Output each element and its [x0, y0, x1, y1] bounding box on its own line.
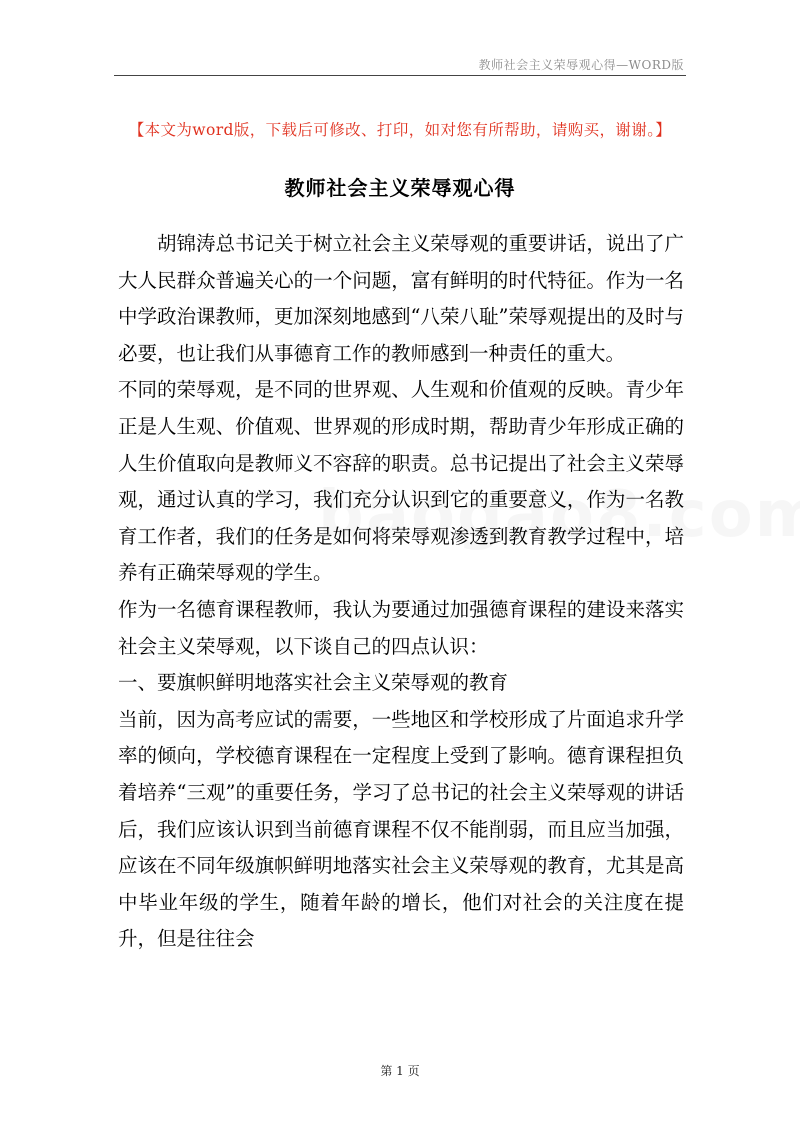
page-number: 第 1 页 — [380, 1064, 420, 1078]
paragraph: 胡锦涛总书记关于树立社会主义荣辱观的重要讲话，说出了广大人民群众普遍关心的一个问题，富有鲜明的时代特征。作为一名中学政治课教师，更加深刻地感到“八荣八耻”荣辱观提出的及时与必要，也让我们从事德育工作的教师感到一种责任的重大。 — [118, 232, 684, 365]
paragraph: 不同的荣辱观，是不同的世界观、人生观和价值观的反映。青少年正是人生观、价值观、世界观的形成时期，帮助青少年形成正确的人生价值取向是教师义不容辞的职责。总书记提出了社会主义荣辱观，通过认真的学习，我们充分认识到它的重要意义，作为一名教育工作者，我们的任务是如何将荣辱观渗透到教育教学过程中，培养有正确荣辱观的学生。 — [118, 378, 684, 585]
document-body — [118, 226, 684, 958]
running-header: 教师社会主义荣辱观心得—WORD版 — [478, 58, 684, 72]
purchase-notice: 【本文为word版，下载后可修改、打印，如对您有所帮助，请购买，谢谢。】 — [128, 121, 672, 139]
paragraph: 当前，因为高考应试的需要，一些地区和学校形成了片面追求升学率的倾向，学校德育课程在一定程度上受到了影响。德育课程担负着培养“三观”的重要任务，学习了总书记的社会主义荣辱观的讲话后，我们应该认识到当前德育课程不仅不能削弱，而且应当加强，应该在不同年级旗帜鲜明地落实社会主义荣辱观的教育，尤其是高中毕业年级的学生，随着年龄的增长，他们对社会的关注度在提升，但是往往会 — [118, 707, 684, 951]
section-heading: 一、要旗帜鲜明地落实社会主义荣辱观的教育 — [118, 671, 509, 695]
paragraph: 作为一名德育课程教师，我认为要通过加强德育课程的建设来落实社会主义荣辱观，以下谈自己的四点认识： — [118, 597, 684, 658]
document-title: 教师社会主义荣辱观心得 — [284, 176, 516, 200]
header-divider — [114, 75, 686, 76]
